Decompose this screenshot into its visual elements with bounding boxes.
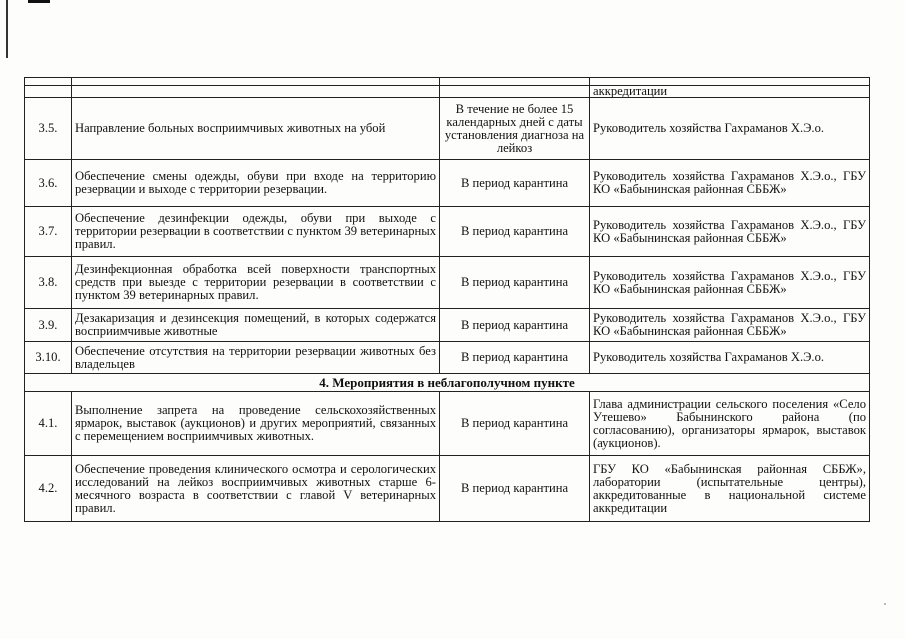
responsible-cell: аккредитации xyxy=(590,86,870,98)
scan-mark xyxy=(28,0,50,3)
table-row xyxy=(25,207,870,257)
row-number: 3.7. xyxy=(25,207,72,257)
term-cell: В период карантина xyxy=(440,160,590,207)
term-cell: В период карантина xyxy=(440,342,590,374)
measure-cell: Дезакаризация и дезинсекция помещений, в которых содержатся восприимчивые животные xyxy=(72,309,440,342)
table-row xyxy=(25,98,870,160)
responsible-cell: Руководитель хозяйства Гахраманов Х.Э.о. xyxy=(590,98,870,160)
row-number: 4.2. xyxy=(25,456,72,522)
table-row xyxy=(25,86,870,98)
page-edge-line xyxy=(6,0,8,58)
section-header-row xyxy=(25,374,870,392)
measure-cell: Дезинфекционная обработка всей поверхности транспортных средств при выезде с территории резервации в соответствии с пунктом 39 ветеринарных правил. xyxy=(72,257,440,309)
measure-cell: Обеспечение смены одежды, обуви при входе на территорию резервации и выходе с территории резервации. xyxy=(72,160,440,207)
section-title: 4. Мероприятия в неблагополучном пункте xyxy=(25,374,870,392)
term-cell: В период карантина xyxy=(440,392,590,456)
table-row xyxy=(25,160,870,207)
table-row xyxy=(25,257,870,309)
term-cell: В период карантина xyxy=(440,309,590,342)
responsible-cell: Руководитель хозяйства Гахраманов Х.Э.о. xyxy=(590,342,870,374)
responsible-cell: Руководитель хозяйства Гахраманов Х.Э.о., ГБУ КО «Бабынинская районная СББЖ» xyxy=(590,160,870,207)
table-row xyxy=(25,342,870,374)
responsible-cell: Глава администрации сельского поселения «Село Утешево» Бабынинского района (по согласованию), организаторы ярмарок, выставок (аукционов). xyxy=(590,392,870,456)
measure-cell: Направление больных восприимчивых животных на убой xyxy=(72,98,440,160)
table-row xyxy=(25,456,870,522)
table-row xyxy=(25,309,870,342)
term-cell: В период карантина xyxy=(440,207,590,257)
row-number: 4.1. xyxy=(25,392,72,456)
measure-cell xyxy=(72,86,440,98)
term-cell: В период карантина xyxy=(440,456,590,522)
term-cell xyxy=(440,78,590,86)
row-number: 3.9. xyxy=(25,309,72,342)
table-row xyxy=(25,392,870,456)
measures-table xyxy=(24,77,870,522)
responsible-cell: ГБУ КО «Бабынинская районная СББЖ», лаборатории (испытательные центры), аккредитованные в национальной системе аккредитации xyxy=(590,456,870,522)
measure-cell xyxy=(72,78,440,86)
scan-speck xyxy=(884,603,886,605)
row-number xyxy=(25,86,72,98)
term-cell: В период карантина xyxy=(440,257,590,309)
term-cell: В течение не более 15 календарных дней с даты установления диагноза на лейкоз xyxy=(440,98,590,160)
table-row xyxy=(25,78,870,86)
measure-cell: Обеспечение дезинфекции одежды, обуви при выходе с территории резервации в соответствии с пунктом 39 ветеринарных правил. xyxy=(72,207,440,257)
row-number: 3.10. xyxy=(25,342,72,374)
responsible-cell: Руководитель хозяйства Гахраманов Х.Э.о., ГБУ КО «Бабынинская районная СББЖ» xyxy=(590,207,870,257)
measure-cell: Выполнение запрета на проведение сельскохозяйственных ярмарок, выставок (аукционов) и других мероприятий, связанных с перемещением восприимчивых животных. xyxy=(72,392,440,456)
row-number xyxy=(25,78,72,86)
term-cell xyxy=(440,86,590,98)
responsible-cell: Руководитель хозяйства Гахраманов Х.Э.о., ГБУ КО «Бабынинская районная СББЖ» xyxy=(590,257,870,309)
row-number: 3.8. xyxy=(25,257,72,309)
responsible-cell: Руководитель хозяйства Гахраманов Х.Э.о., ГБУ КО «Бабынинская районная СББЖ» xyxy=(590,309,870,342)
row-number: 3.6. xyxy=(25,160,72,207)
measure-cell: Обеспечение проведения клинического осмотра и серологических исследований на лейкоз восприимчивых животных старше 6-месячного возраста в соответствии с главой V ветеринарных правил. xyxy=(72,456,440,522)
row-number: 3.5. xyxy=(25,98,72,160)
measure-cell: Обеспечение отсутствия на территории резервации животных без владельцев xyxy=(72,342,440,374)
